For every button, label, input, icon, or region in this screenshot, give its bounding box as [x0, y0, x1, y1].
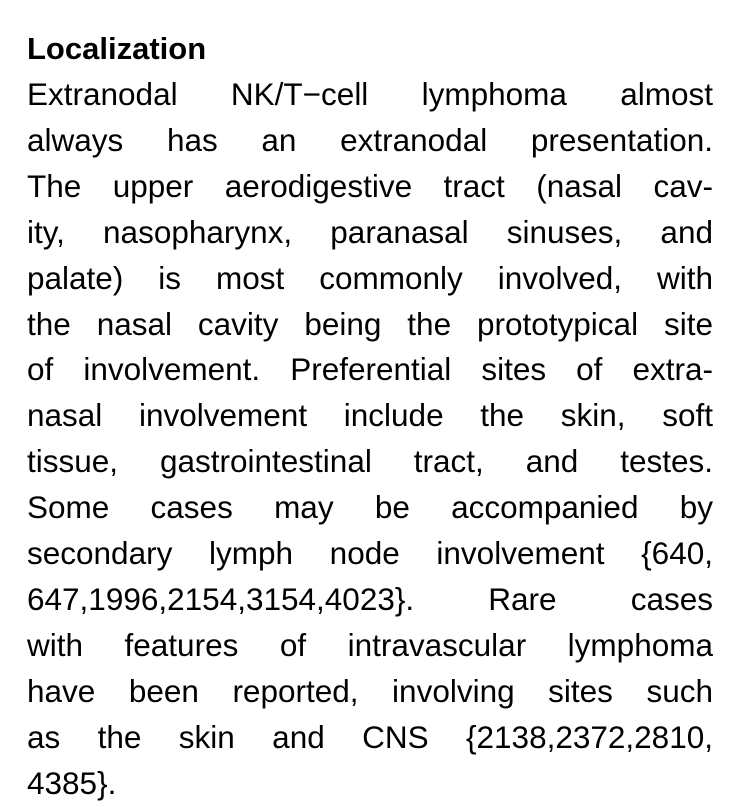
text-line: 4385}.: [27, 764, 117, 801]
text-line: Some cases may be accompanied by: [27, 489, 713, 526]
text-line: secondary lymph node involvement {640,: [27, 535, 713, 572]
text-line: the nasal cavity being the prototypical site: [27, 305, 713, 342]
document-section: [27, 26, 713, 807]
text-line: tissue, gastrointestinal tract, and testes.: [27, 443, 713, 480]
text-line: palate) is most commonly involved, with: [27, 259, 713, 296]
text-line: as the skin and CNS {2138,2372,2810,: [27, 718, 713, 755]
section-body: [27, 72, 713, 807]
text-line: of involvement. Preferential sites of extra-: [27, 351, 713, 388]
section-heading: Localization: [27, 31, 207, 66]
text-line: always has an extranodal presentation.: [27, 121, 713, 158]
text-line: have been reported, involving sites such: [27, 672, 713, 709]
text-line: Extranodal NK/T−cell lymphoma almost: [27, 76, 713, 112]
text-line: 647,1996,2154,3154,4023}. Rare cases: [27, 580, 713, 617]
text-line: ity, nasopharynx, paranasal sinuses, and: [27, 213, 713, 250]
text-line: with features of intravascular lymphoma: [27, 626, 713, 663]
text-line: nasal involvement include the skin, soft: [27, 397, 713, 434]
text-line: The upper aerodigestive tract (nasal cav-: [27, 167, 713, 204]
